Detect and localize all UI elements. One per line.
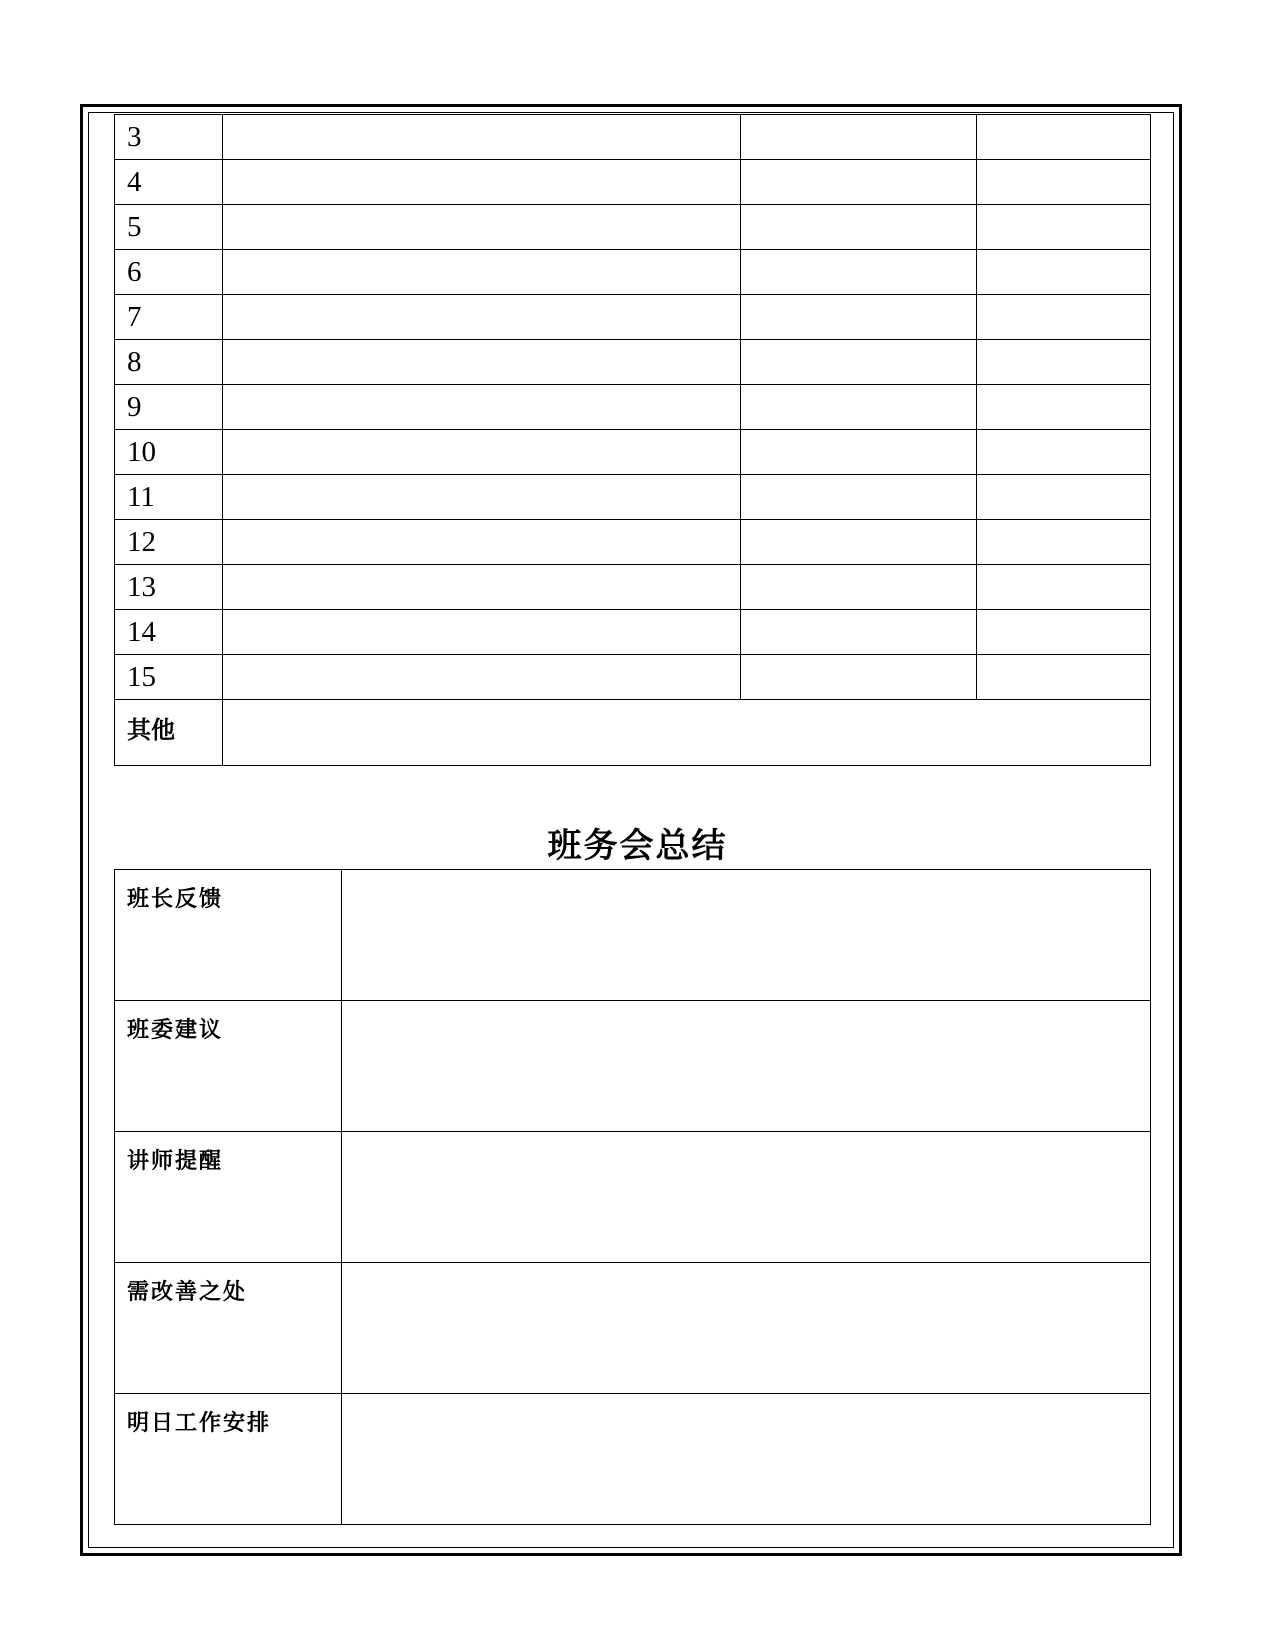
time-cell[interactable]	[741, 430, 977, 475]
owner-cell[interactable]	[977, 565, 1151, 610]
time-cell[interactable]	[741, 160, 977, 205]
owner-cell[interactable]	[977, 520, 1151, 565]
time-cell[interactable]	[741, 340, 977, 385]
row-number: 5	[115, 205, 223, 250]
row-number: 12	[115, 520, 223, 565]
table-row	[115, 475, 1151, 520]
summary-table	[114, 869, 1151, 1525]
table-row	[115, 520, 1151, 565]
owner-cell[interactable]	[977, 115, 1151, 160]
table-row	[115, 115, 1151, 160]
content-cell[interactable]	[223, 295, 741, 340]
row-number: 11	[115, 475, 223, 520]
content-cell[interactable]	[223, 655, 741, 700]
content-cell[interactable]	[223, 610, 741, 655]
time-cell[interactable]	[741, 115, 977, 160]
summary-entry[interactable]	[342, 870, 1151, 1001]
row-number: 3	[115, 115, 223, 160]
table-row	[115, 655, 1151, 700]
owner-cell[interactable]	[977, 430, 1151, 475]
row-number: 10	[115, 430, 223, 475]
summary-row	[115, 1132, 1151, 1263]
content-cell[interactable]	[223, 565, 741, 610]
summary-entry[interactable]	[342, 1394, 1151, 1525]
task-table	[114, 114, 1151, 766]
time-cell[interactable]	[741, 250, 977, 295]
content-cell[interactable]	[223, 250, 741, 295]
summary-entry[interactable]	[342, 1001, 1151, 1132]
table-row	[115, 610, 1151, 655]
summary-label: 讲师提醒	[115, 1132, 342, 1263]
content-cell[interactable]	[223, 520, 741, 565]
summary-row	[115, 870, 1151, 1001]
time-cell[interactable]	[741, 205, 977, 250]
other-row	[115, 700, 1151, 766]
time-cell[interactable]	[741, 520, 977, 565]
time-cell[interactable]	[741, 655, 977, 700]
content-cell[interactable]	[223, 430, 741, 475]
time-cell[interactable]	[741, 475, 977, 520]
summary-entry[interactable]	[342, 1132, 1151, 1263]
table-row	[115, 385, 1151, 430]
owner-cell[interactable]	[977, 385, 1151, 430]
content-cell[interactable]	[223, 340, 741, 385]
summary-row	[115, 1001, 1151, 1132]
row-number: 15	[115, 655, 223, 700]
table-row	[115, 430, 1151, 475]
owner-cell[interactable]	[977, 250, 1151, 295]
row-number: 8	[115, 340, 223, 385]
summary-entry[interactable]	[342, 1263, 1151, 1394]
content-cell[interactable]	[223, 160, 741, 205]
row-number: 6	[115, 250, 223, 295]
owner-cell[interactable]	[977, 655, 1151, 700]
summary-row	[115, 1263, 1151, 1394]
row-number: 14	[115, 610, 223, 655]
row-number: 7	[115, 295, 223, 340]
owner-cell[interactable]	[977, 340, 1151, 385]
content-cell[interactable]	[223, 475, 741, 520]
summary-label: 班长反馈	[115, 870, 342, 1001]
table-row	[115, 250, 1151, 295]
time-cell[interactable]	[741, 295, 977, 340]
row-number: 13	[115, 565, 223, 610]
content-cell[interactable]	[223, 205, 741, 250]
other-cell[interactable]	[223, 700, 1151, 766]
other-label: 其他	[115, 700, 223, 766]
table-row	[115, 340, 1151, 385]
row-number: 4	[115, 160, 223, 205]
owner-cell[interactable]	[977, 205, 1151, 250]
content-cell[interactable]	[223, 115, 741, 160]
table-row	[115, 565, 1151, 610]
summary-label: 需改善之处	[115, 1263, 342, 1394]
time-cell[interactable]	[741, 610, 977, 655]
table-row	[115, 205, 1151, 250]
summary-row	[115, 1394, 1151, 1525]
time-cell[interactable]	[741, 385, 977, 430]
time-cell[interactable]	[741, 565, 977, 610]
summary-label: 班委建议	[115, 1001, 342, 1132]
summary-title: 班务会总结	[547, 826, 728, 866]
owner-cell[interactable]	[977, 475, 1151, 520]
table-row	[115, 295, 1151, 340]
owner-cell[interactable]	[977, 160, 1151, 205]
owner-cell[interactable]	[977, 295, 1151, 340]
owner-cell[interactable]	[977, 610, 1151, 655]
table-row	[115, 160, 1151, 205]
row-number: 9	[115, 385, 223, 430]
content-cell[interactable]	[223, 385, 741, 430]
summary-label: 明日工作安排	[115, 1394, 342, 1525]
